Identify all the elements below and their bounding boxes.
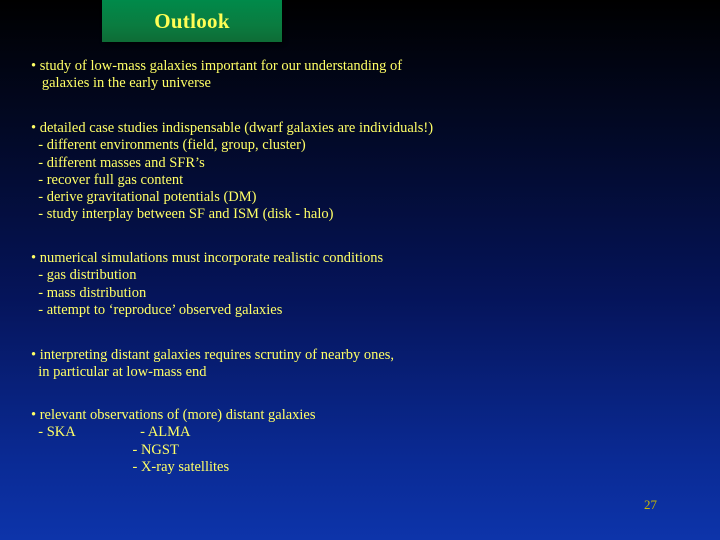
sub-item: - mass distribution	[31, 284, 147, 301]
slide-title-box	[102, 0, 282, 42]
sub-item: - SKA - ALMA	[31, 424, 191, 441]
sub-item: - study interplay between SF and ISM (disk - halo)	[31, 206, 334, 223]
sub-item: - different environments (field, group, cluster)	[31, 137, 306, 154]
bullet-line: • detailed case studies indispensable (dwarf galaxies are individuals!)	[31, 120, 434, 136]
sub-item: - recover full gas content	[31, 171, 184, 188]
bullet-low-mass-galaxies	[31, 58, 691, 93]
sub-item: - gas distribution	[31, 267, 137, 284]
bullet-line: • study of low-mass galaxies important for our understanding of	[31, 58, 403, 74]
bullet-distant-galaxies	[31, 347, 691, 382]
bullet-line: • numerical simulations must incorporate realistic conditions	[31, 250, 384, 266]
bullet-numerical-simulations	[31, 250, 691, 319]
bullet-line: • relevant observations of (more) distant galaxies	[31, 407, 316, 423]
sub-item: - different masses and SFR’s	[31, 154, 205, 171]
bullet-line: • interpreting distant galaxies requires scrutiny of nearby ones,	[31, 347, 395, 363]
page-number: 27	[644, 497, 657, 512]
slide-title: Outlook	[154, 8, 230, 33]
sub-item: - NGST	[31, 441, 179, 458]
bullet-line: galaxies in the early universe	[31, 75, 211, 92]
sub-item: - attempt to ‘reproduce’ observed galaxies	[31, 301, 283, 318]
bullet-case-studies	[31, 120, 691, 224]
bullet-line: in particular at low-mass end	[31, 364, 207, 381]
sub-item: - X-ray satellites	[31, 458, 230, 475]
bullet-relevant-observations	[31, 407, 691, 476]
sub-item: - derive gravitational potentials (DM)	[31, 189, 257, 206]
